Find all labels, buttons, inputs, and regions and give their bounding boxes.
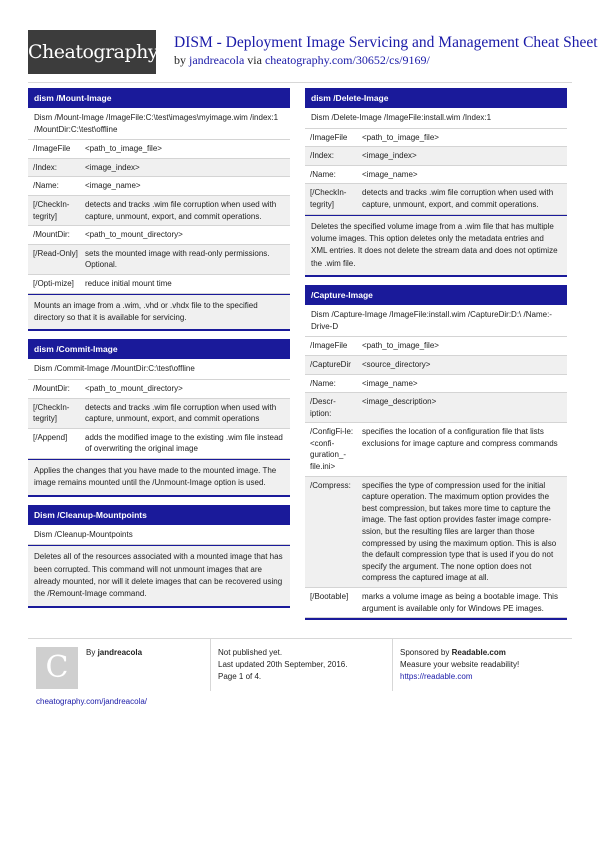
option-value: <path_to_image_file> xyxy=(362,341,439,351)
option-key: [/Opti-mize] xyxy=(33,278,74,288)
page-number: Page 1 of 4. xyxy=(218,672,262,681)
option-key: /Descr-iption: xyxy=(310,397,336,418)
option-row xyxy=(28,159,290,178)
option-row xyxy=(28,245,290,275)
section-title: dism /Delete-Image xyxy=(305,88,567,108)
sponsor-link[interactable]: https://readable.com xyxy=(400,672,473,681)
option-value: <path_to_mount_directory> xyxy=(85,230,183,240)
page-header xyxy=(28,30,598,76)
option-row xyxy=(28,399,290,429)
right-column xyxy=(305,88,567,628)
option-row xyxy=(305,356,567,375)
section-title: dism /Commit-Image xyxy=(28,339,290,359)
section-title: dism /Mount-Image xyxy=(28,88,290,108)
option-key: [/CheckIn-tegrity] xyxy=(33,199,70,221)
section-commit-image xyxy=(28,339,290,496)
footer-author xyxy=(86,647,142,659)
option-value: <image_name> xyxy=(85,181,141,191)
author-avatar[interactable]: C xyxy=(36,647,78,689)
option-row xyxy=(305,129,567,148)
footer-author-name[interactable]: jandreacola xyxy=(97,648,143,657)
option-row xyxy=(28,275,290,294)
option-rows xyxy=(28,140,290,293)
section-description: Deletes the specified volume image from a .wim file that has multiple volume images. This option deletes only the metadata entries and XML entries. It does not delete the stream data and does not optimize the .wim file. xyxy=(305,215,567,276)
option-row xyxy=(28,177,290,196)
option-value: marks a volume image as being a bootable image. This argument is available only for Windows PE images. xyxy=(362,592,558,613)
option-row xyxy=(305,147,567,166)
author-link[interactable]: jandreacola xyxy=(189,53,245,67)
option-row xyxy=(28,196,290,226)
section-syntax: Dism /Cleanup-Mountpoints xyxy=(28,525,290,546)
option-rows xyxy=(305,337,567,618)
option-row xyxy=(305,337,567,356)
option-value: <image_name> xyxy=(362,378,418,388)
section-description: Applies the changes that you have made to the mounted image. The image remains mounted until the /Unmount-Image option is used. xyxy=(28,459,290,495)
section-description: Mounts an image from a .wim, .vhd or .vhdx file to the specified directory so that it is available for servicing. xyxy=(28,294,290,330)
option-key: /MountDir: xyxy=(33,230,70,240)
by-label: by xyxy=(174,53,186,67)
option-row xyxy=(305,588,567,618)
option-key: /Name: xyxy=(33,181,59,191)
option-value: detects and tracks .wim file corruption when used with capture, unmount, export, and commit operations. xyxy=(85,199,277,221)
option-row xyxy=(28,429,290,459)
left-column xyxy=(28,88,290,616)
last-updated: Last updated 20th September, 2016. xyxy=(218,660,348,669)
option-value: <path_to_mount_directory> xyxy=(85,383,183,393)
option-key: /Index: xyxy=(310,151,335,161)
option-value: <source_directory> xyxy=(362,359,431,369)
option-key: [/Read-Only] xyxy=(33,248,78,258)
section-title: /Capture-Image xyxy=(305,285,567,305)
page-title: DISM - Deployment Image Servicing and Management Cheat Sheet xyxy=(174,34,598,51)
byline xyxy=(174,53,430,68)
option-row xyxy=(305,184,567,214)
option-value: <image_index> xyxy=(85,162,140,172)
section-syntax: Dism /Delete-Image /ImageFile:install.wim /Index:1 xyxy=(305,108,567,129)
option-value: <path_to_image_file> xyxy=(85,144,162,154)
publish-status: Not published yet. xyxy=(218,648,283,657)
option-key: /Name: xyxy=(310,169,336,179)
option-value: <path_to_image_file> xyxy=(362,132,439,142)
section-syntax: Dism /Commit-Image /MountDir:C:\test\offline xyxy=(28,359,290,380)
option-value: specifies the location of a configuration file that lists exclusions for image capture and compress commands xyxy=(362,427,558,448)
option-row xyxy=(305,375,567,394)
option-key: [/CheckIn-tegrity] xyxy=(33,402,70,424)
option-value: reduce initial mount time xyxy=(85,278,172,288)
option-row xyxy=(28,226,290,245)
option-rows xyxy=(305,129,567,215)
option-value: sets the mounted image with read-only permissions. Optional. xyxy=(85,248,270,270)
option-key: [/CheckIn-tegrity] xyxy=(310,188,347,209)
section-cleanup-mountpoints xyxy=(28,505,290,608)
section-title: Dism /Cleanup-Mountpoints xyxy=(28,505,290,525)
option-key: [/Bootable] xyxy=(310,592,349,601)
option-key: /CaptureDir xyxy=(310,359,351,369)
option-key: /Name: xyxy=(310,378,336,388)
footer-by-label: By xyxy=(86,648,96,657)
section-syntax: Dism /Mount-Image /ImageFile:C:\test\images\myimage.wim /index:1 /MountDir:C:\test\offline xyxy=(28,108,290,140)
sponsor-prefix: Sponsored by xyxy=(400,648,450,657)
option-row xyxy=(305,166,567,185)
footer-divider xyxy=(392,639,393,691)
option-key: /ConfigFi-le:<confi-guration_-file.ini> xyxy=(310,427,354,472)
option-key: /ImageFile xyxy=(33,144,71,154)
author-profile-link[interactable]: cheatography.com/jandreacola/ xyxy=(36,697,148,706)
option-value: <image_name> xyxy=(362,169,418,179)
option-row xyxy=(28,380,290,399)
footer-sponsor xyxy=(400,647,519,683)
page-footer xyxy=(28,638,572,709)
option-row xyxy=(28,140,290,159)
option-row xyxy=(305,423,567,476)
section-syntax: Dism /Capture-Image /ImageFile:install.wim /CaptureDir:D:\ /Name:-Drive-D xyxy=(305,305,567,337)
sheet-url-link[interactable]: cheatography.com/30652/cs/9169/ xyxy=(264,53,430,67)
option-value: <image_description> xyxy=(362,397,437,407)
footer-divider xyxy=(210,639,211,691)
cheatography-logo[interactable]: Cheatography xyxy=(28,30,156,74)
via-label: via xyxy=(247,53,262,67)
option-rows xyxy=(28,380,290,459)
header-divider xyxy=(28,82,572,83)
option-value: detects and tracks .wim file corruption when used with capture, unmount, export, and commit operations xyxy=(85,402,277,424)
sponsor-tagline: Measure your website readability! xyxy=(400,660,520,669)
footer-status xyxy=(218,647,347,683)
option-value: specifies the type of compression used for the initial capture operation. The maximum option provides the best compression, but takes more time to capture the image. The fast option provides faster image compre-ssion, but the resulting files are larger than those compressed by using the maximum option. This is also the default compression type that is used if you do not specify the argument. The none option does not compress the captured image at all. xyxy=(362,480,557,583)
option-value: adds the modified image to the existing .wim file instead of overwriting the original image xyxy=(85,432,283,454)
section-delete-image xyxy=(305,88,567,277)
option-key: [/Append] xyxy=(33,432,68,442)
option-row xyxy=(305,393,567,423)
option-key: /ImageFile xyxy=(310,132,348,142)
section-description: Deletes all of the resources associated with a mounted image that has been corrupted. This command will not unmount images that are already mounted, nor will it delete images that can be recovered using the /Remount-Image command. xyxy=(28,545,290,606)
sponsor-line xyxy=(400,647,519,659)
option-row xyxy=(305,477,567,588)
option-key: /MountDir: xyxy=(33,383,70,393)
option-key: /Index: xyxy=(33,162,58,172)
option-key: /Compress: xyxy=(310,480,351,490)
option-value: detects and tracks .wim file corruption when used with capture, unmount, export, and commit operations. xyxy=(362,188,554,209)
sponsor-name[interactable]: Readable.com xyxy=(451,648,506,657)
section-capture-image xyxy=(305,285,567,620)
option-value: <image_index> xyxy=(362,151,417,161)
option-key: /ImageFile xyxy=(310,341,348,351)
section-mount-image xyxy=(28,88,290,331)
